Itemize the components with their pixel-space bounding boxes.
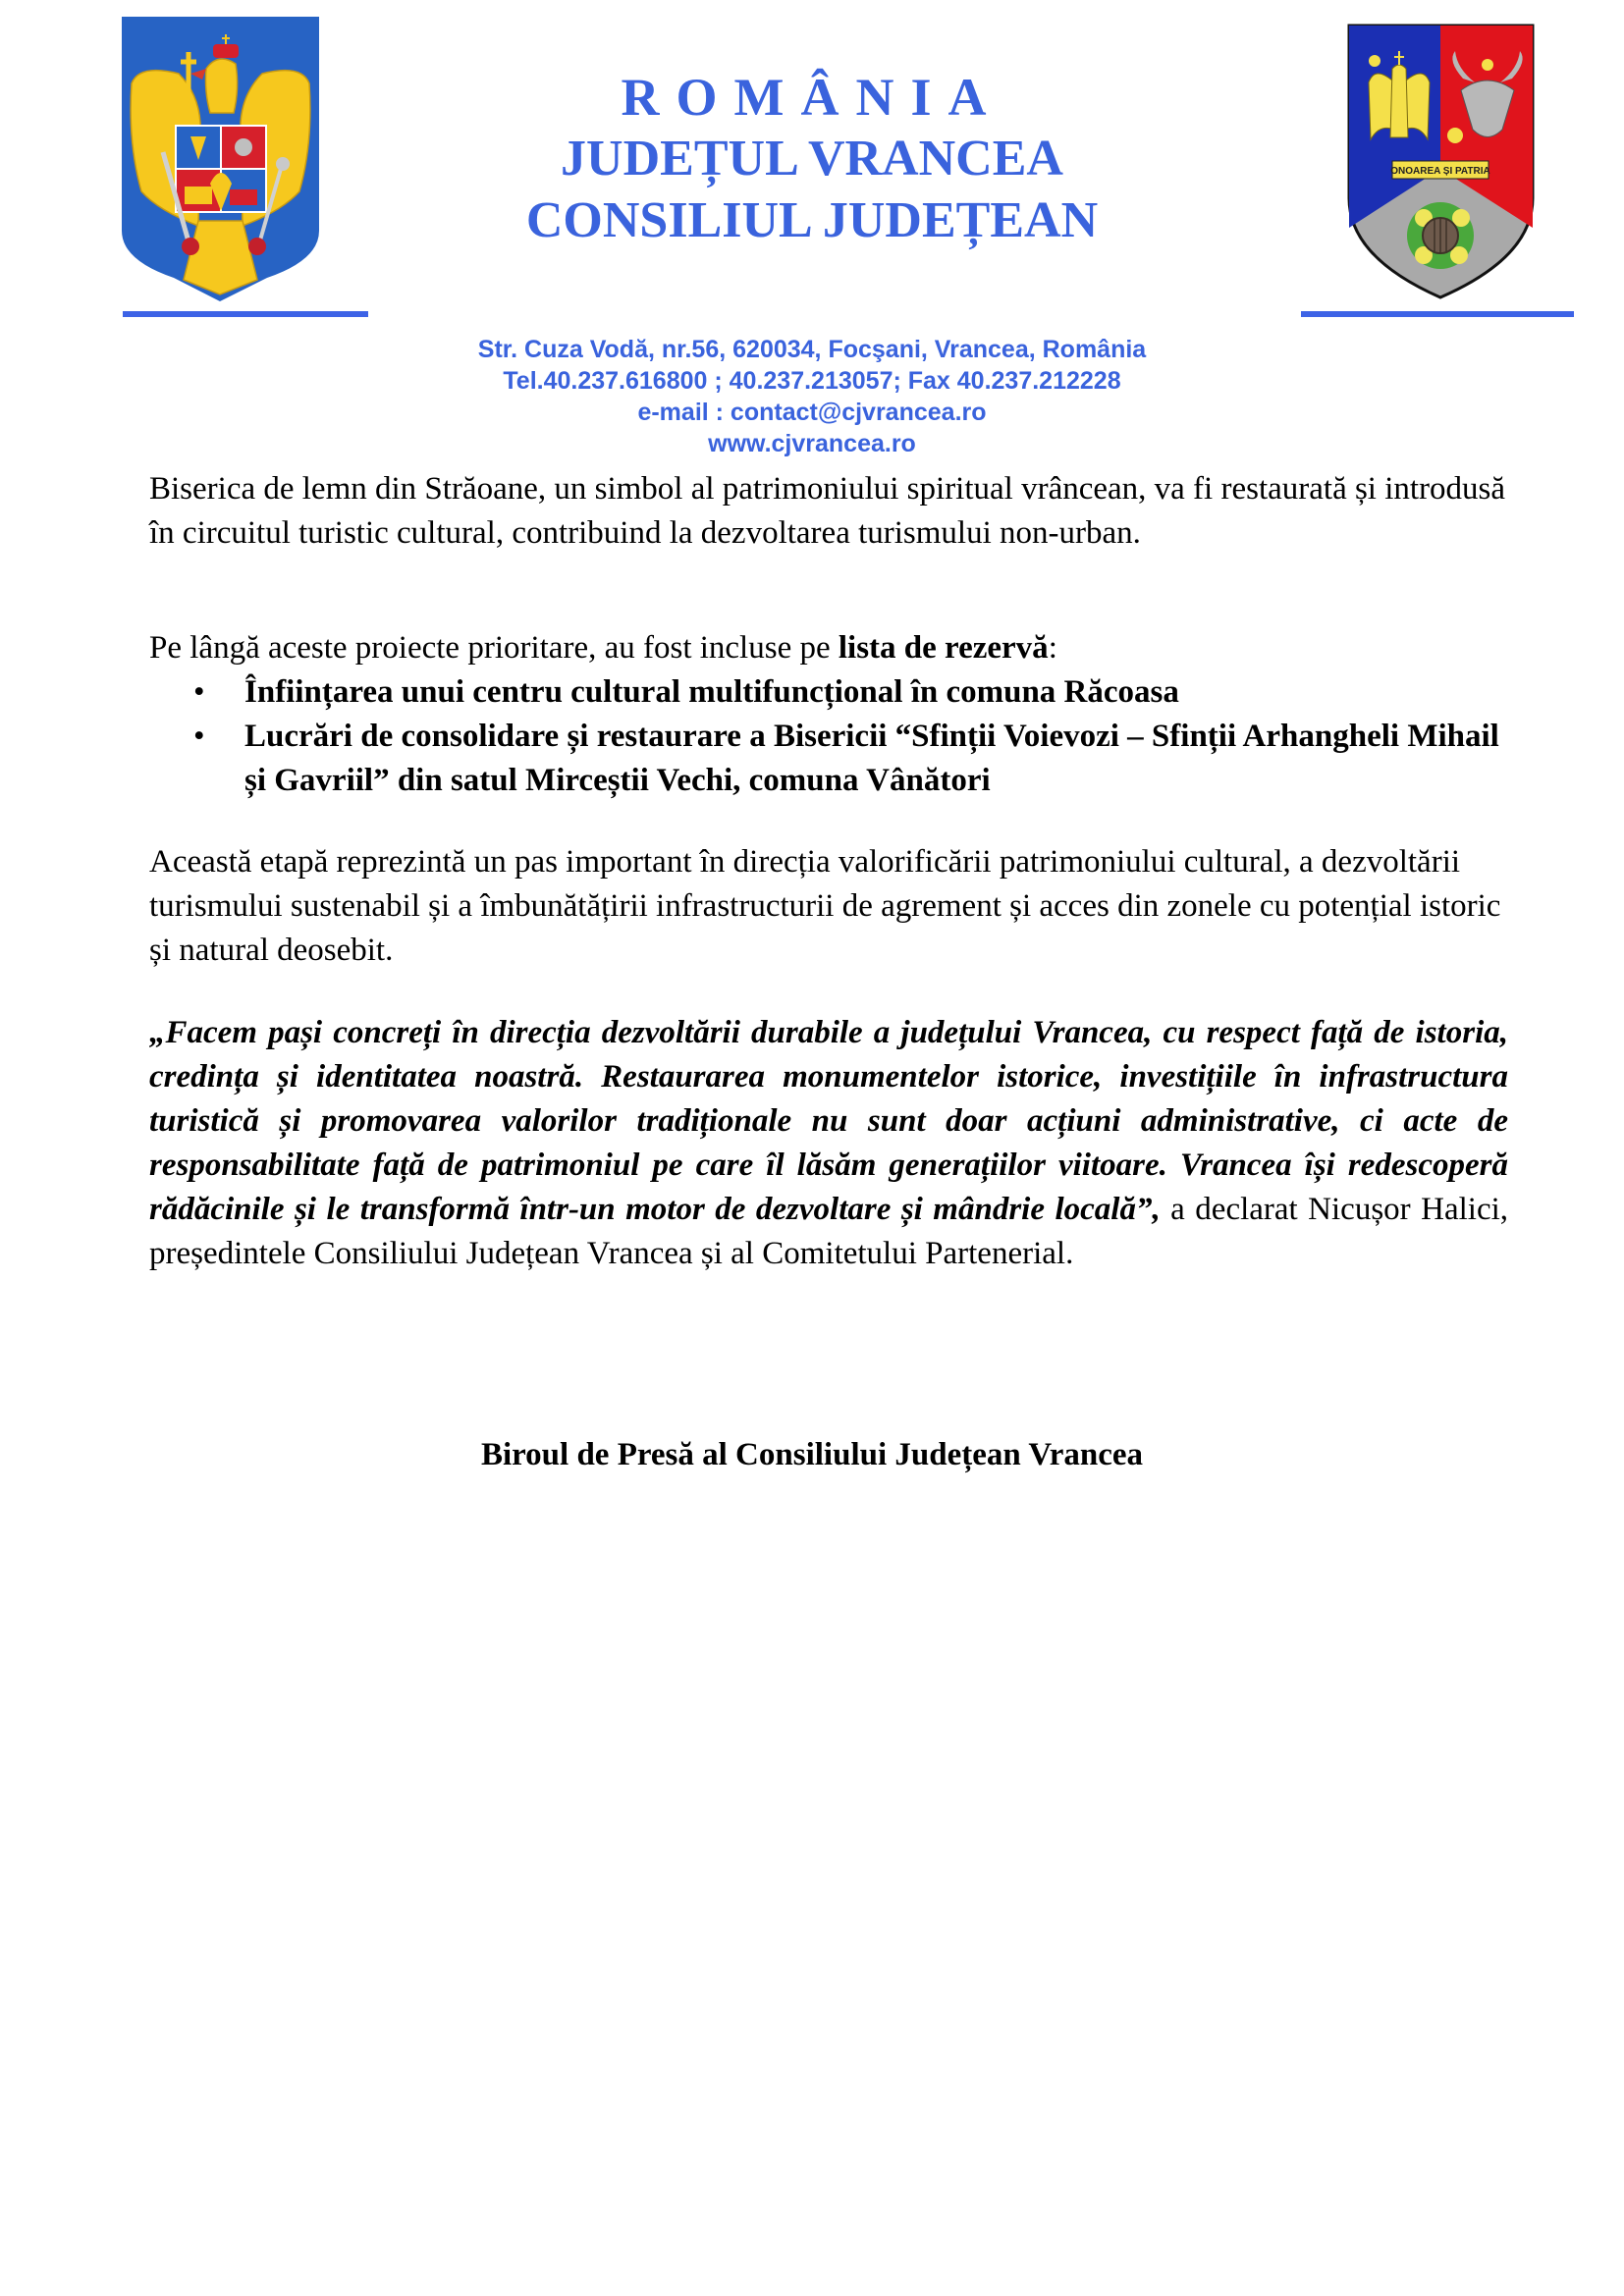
president-quote: „Facem pași concreți în direcția dezvoltării durabile a județului Vrancea, cu respect față de istoria, credința și identitatea noastră. Restaurarea monumentelor istorice, investițiile în infrastructura turistică și promovarea valorilor tradiționale nu sunt doar acțiuni administrative, ci acte de responsabilitate față de patrimoniul pe care îl lăsăm generațiilor viitoare. Vrancea își redescoperă rădăcinile și le transformă într-un motor de dezvoltare și mândrie locală”,	[149, 1015, 1508, 1227]
list-item-text: Lucrări de consolidare și restaurare a Bisericii “Sfinții Voievozi – Sfinții Arhangheli Mihail și Gavriil” din satul Mirceștii Vechi, comuna Vânători	[244, 719, 1499, 798]
header-rule-right	[1301, 311, 1574, 317]
header-county: JUDEȚUL VRANCEA	[561, 131, 1063, 187]
paragraph-president-quote	[149, 1011, 1508, 1276]
paragraph-church-straoane: Biserica de lemn din Străoane, un simbol al patrimoniului spiritual vrâncean, va fi restaurată și introdusă în circuitul turistic cultural, contribuind la dezvoltarea turismului non-urban.	[149, 471, 1506, 551]
bullet-icon: •	[193, 719, 205, 754]
bullet-icon: •	[193, 674, 205, 710]
paragraph-reserve-intro	[149, 626, 1508, 670]
reserve-list	[193, 670, 1509, 803]
reserve-intro-text: Pe lângă aceste proiecte prioritare, au fost incluse pe	[149, 630, 839, 666]
header-phone: Tel.40.237.616800 ; 40.237.213057; Fax 40.237.212228	[503, 367, 1121, 395]
paragraph-stage-importance: Această etapă reprezintă un pas important în direcția valorificării patrimoniului cultural, a dezvoltării turismului sustenabil și a îmbunătățirii infrastructurii de agrement și acces din zonele cu potențial istoric și natural deosebit.	[149, 844, 1501, 968]
header-email: e-mail : contact@cjvrancea.ro	[637, 399, 987, 426]
header-address: Str. Cuza Vodă, nr.56, 620034, Focşani, Vrancea, România	[477, 336, 1147, 363]
header-rule-left	[123, 311, 368, 317]
reserve-intro-colon: :	[1048, 630, 1057, 666]
list-item-text: Înființarea unui centru cultural multifuncțional în comuna Răcoasa	[244, 674, 1179, 710]
svg-text:ONOAREA ȘI PATRIA: ONOAREA ȘI PATRIA	[1390, 166, 1490, 177]
reserve-list-label: lista de rezervă	[838, 630, 1049, 666]
quote-attribution: a declarat Nicușor Halici, președintele Consiliului Județean Vrancea și al Comitetului Partenerial.	[149, 1192, 1509, 1271]
header-council: CONSILIUL JUDEȚEAN	[525, 192, 1099, 248]
header-website[interactable]: www.cjvrancea.ro	[708, 430, 916, 457]
list-item	[193, 715, 1509, 803]
press-office-signature: Biroul de Presă al Consiliului Județean Vrancea	[480, 1437, 1144, 1472]
list-item	[193, 670, 1509, 715]
header-country: ROMÂNIA	[621, 68, 1003, 127]
